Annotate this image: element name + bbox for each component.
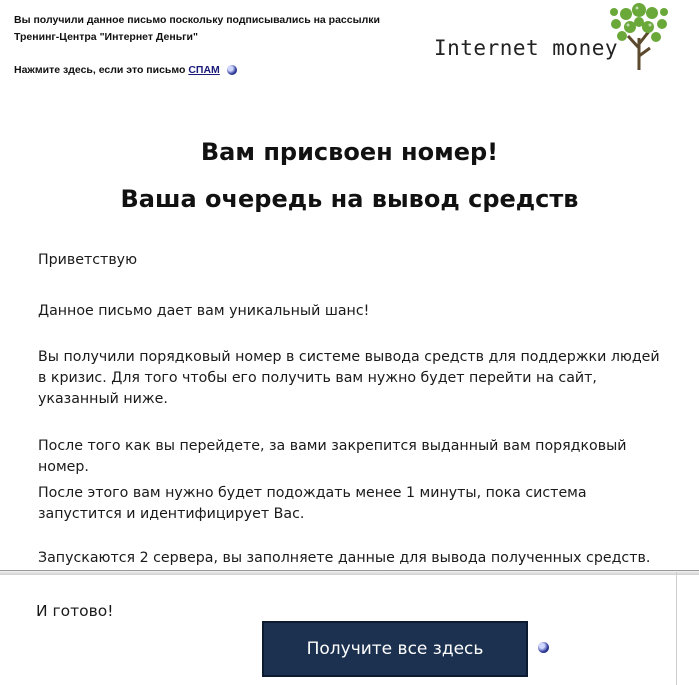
subscription-notice-line-2: Тренинг-Центра "Интернет Деньги" bbox=[14, 31, 198, 43]
body-paragraph-2: Вы получили порядковый номер в системе вывода средств для поддержки людей в кризис. Для того чтобы его получить вам нужно будет перейти на сайт, указанный ниже. bbox=[38, 349, 660, 407]
info-icon bbox=[227, 65, 237, 75]
body-paragraph-1: Данное письмо дает вам уникальный шанс! bbox=[38, 303, 370, 319]
section-divider bbox=[0, 570, 699, 575]
done-text: И готово! bbox=[36, 602, 114, 620]
logo bbox=[434, 0, 670, 72]
vertical-divider bbox=[676, 572, 677, 685]
get-all-here-button[interactable]: Получите все здесь bbox=[262, 621, 528, 677]
spam-link[interactable]: СПАМ bbox=[188, 64, 220, 76]
info-icon bbox=[538, 642, 549, 653]
tree-icon bbox=[602, 0, 676, 72]
subscription-notice-line-1: Вы получили данное письмо поскольку подписывались на рассылки bbox=[14, 14, 380, 26]
greeting: Приветствую bbox=[38, 252, 138, 268]
page-title: Вам присвоен номер! bbox=[200, 138, 499, 166]
page-subtitle: Ваша очередь на вывод средств bbox=[120, 185, 579, 213]
spam-notice bbox=[14, 64, 237, 76]
body-paragraph-5: Запускаются 2 сервера, вы заполняете данные для вывода полученных средств. bbox=[38, 550, 651, 566]
spam-prefix: Нажмите здесь, если это письмо bbox=[14, 64, 186, 76]
body-paragraph-3: После того как вы перейдете, за вами закрепится выданный вам порядковый номер. bbox=[38, 438, 627, 475]
body-paragraph-4: После этого вам нужно будет подождать менее 1 минуты, пока система запустится и идентифицирует Вас. bbox=[38, 485, 587, 522]
logo-text: Internet money bbox=[434, 36, 619, 60]
